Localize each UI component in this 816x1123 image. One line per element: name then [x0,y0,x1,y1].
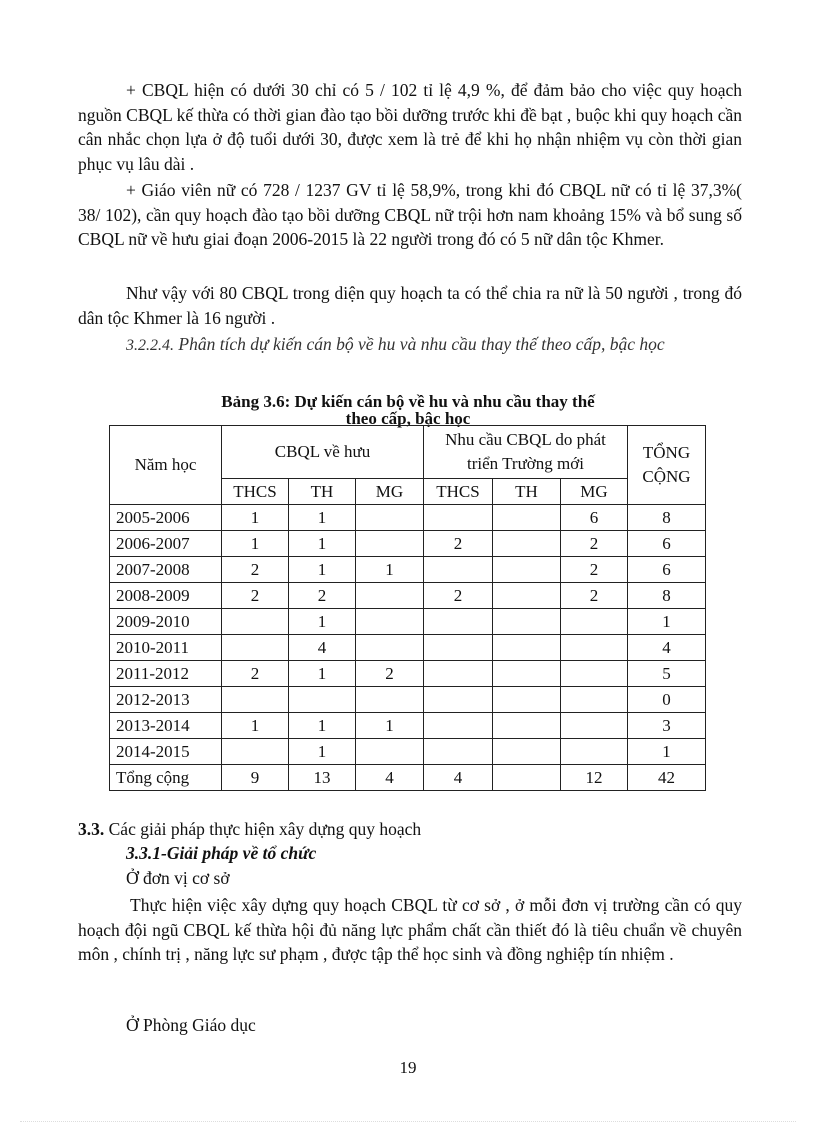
row-value-cell: 1 [222,531,289,557]
row-value-cell: 1 [289,609,356,635]
section-title: Các giải pháp thực hiện xây dựng quy hoạch [108,819,422,839]
row-value-cell [561,609,628,635]
row-value-cell: 2 [561,531,628,557]
row-value-cell: 1 [222,713,289,739]
row-value-cell [222,687,289,713]
row-value-cell [222,635,289,661]
subheader-thcs: THCS [222,479,289,505]
row-value-cell [424,609,493,635]
row-year-cell: Tổng cộng [110,765,222,791]
row-value-cell: 13 [289,765,356,791]
table-row [110,531,706,557]
row-value-cell [493,687,561,713]
row-value-cell: 6 [628,531,706,557]
subsection-number: 3.2.2.4. [126,337,174,354]
row-value-cell: 1 [289,557,356,583]
row-value-cell: 1 [628,739,706,765]
row-value-cell: 1 [289,505,356,531]
subsection-3-2-2-4 [78,332,742,359]
row-value-cell [424,661,493,687]
subheader-mg: MG [561,479,628,505]
table-row [110,609,706,635]
table-row [110,765,706,791]
row-value-cell [356,739,424,765]
paragraph-summary: Như vậy với 80 CBQL trong diện quy hoạch ta có thể chia ra nữ là 50 người , trong đó dân tộc Khmer là 16 người . [78,283,742,328]
row-year-cell: 2013-2014 [110,713,222,739]
row-value-cell [493,531,561,557]
row-year-cell: 2012-2013 [110,687,222,713]
row-value-cell: 2 [222,557,289,583]
table-row [110,557,706,583]
row-value-cell [424,687,493,713]
subsection-title: Phân tích dự kiến cán bộ về hu và nhu cầu thay thế theo cấp, bậc học [178,334,665,354]
paragraph-female-teachers: + Giáo viên nữ có 728 / 1237 GV tỉ lệ 58,9%, trong khi đó CBQL nữ có tỉ lệ 37,3%( 38/ 102), cần quy hoạch đào tạo bồi dưỡng CBQL nữ trội hơn nam khoảng 15% và bổ sung số CBQL nữ về hưu giai đoạn 2006-2015 là 22 người trong đó có 5 nữ dân tộc Khmer. [78,180,742,249]
table-row [110,635,706,661]
row-value-cell [424,635,493,661]
header-total: TỔNG CỘNG [628,426,706,505]
subsection-3-3-1: 3.3.1-Giải pháp về tổ chức [126,843,317,863]
row-value-cell [493,505,561,531]
subheader-thcs: THCS [424,479,493,505]
retirement-table [109,425,706,791]
row-value-cell [424,713,493,739]
row-value-cell: 5 [628,661,706,687]
row-value-cell [561,739,628,765]
row-value-cell [561,687,628,713]
table-row [110,713,706,739]
row-value-cell [561,635,628,661]
table-caption-line1: Bảng 3.6: Dự kiến cán bộ về hu và nhu cầu thay thế [221,392,595,411]
section-3-3-heading [78,817,421,841]
row-year-cell: 2009-2010 [110,609,222,635]
table-row [110,661,706,687]
row-value-cell [493,739,561,765]
table-caption-line2: theo cấp, bậc học [345,409,471,428]
row-year-cell: 2011-2012 [110,661,222,687]
row-year-cell: 2007-2008 [110,557,222,583]
table-row [110,687,706,713]
page-number: 19 [399,1058,417,1077]
row-value-cell: 8 [628,505,706,531]
row-value-cell [493,557,561,583]
row-value-cell: 2 [424,531,493,557]
row-value-cell [493,765,561,791]
row-value-cell: 1 [289,739,356,765]
row-value-cell: 2 [356,661,424,687]
row-value-cell: 1 [289,713,356,739]
row-value-cell: 1 [356,557,424,583]
row-value-cell: 2 [561,557,628,583]
row-value-cell: 4 [628,635,706,661]
row-year-cell: 2014-2015 [110,739,222,765]
row-value-cell: 9 [222,765,289,791]
row-value-cell: 1 [222,505,289,531]
row-value-cell: 1 [356,713,424,739]
header-year: Năm học [110,426,222,505]
row-value-cell: 0 [628,687,706,713]
row-value-cell [424,739,493,765]
row-value-cell [356,583,424,609]
row-value-cell: 8 [628,583,706,609]
row-value-cell [493,583,561,609]
row-value-cell [493,661,561,687]
row-value-cell: 4 [289,635,356,661]
row-value-cell [222,739,289,765]
row-value-cell: 2 [424,583,493,609]
row-value-cell: 1 [628,609,706,635]
row-value-cell [561,713,628,739]
table-body [110,505,706,791]
row-value-cell [356,687,424,713]
table-row [110,583,706,609]
unit-heading: Ở đơn vị cơ sở [126,868,230,888]
row-year-cell: 2008-2009 [110,583,222,609]
table-row [110,739,706,765]
row-value-cell: 4 [424,765,493,791]
row-value-cell [289,687,356,713]
row-value-cell: 1 [289,661,356,687]
row-value-cell [493,713,561,739]
row-value-cell [356,635,424,661]
row-year-cell: 2010-2011 [110,635,222,661]
row-value-cell: 2 [561,583,628,609]
row-year-cell: 2005-2006 [110,505,222,531]
section-number: 3.3. [78,819,105,839]
row-value-cell [356,609,424,635]
row-value-cell [493,635,561,661]
row-value-cell: 12 [561,765,628,791]
row-year-cell: 2006-2007 [110,531,222,557]
subheader-th: TH [289,479,356,505]
row-value-cell: 2 [222,661,289,687]
row-value-cell: 1 [289,531,356,557]
row-value-cell: 42 [628,765,706,791]
subheader-mg: MG [356,479,424,505]
office-heading: Ở Phòng Giáo dục [126,1015,256,1035]
header-need: Nhu cầu CBQL do phát triển Trường mới [424,426,628,479]
subheader-th: TH [493,479,561,505]
row-value-cell [424,557,493,583]
row-value-cell: 2 [289,583,356,609]
row-value-cell [356,505,424,531]
paragraph-build-plan: Thực hiện việc xây dựng quy hoạch CBQL từ cơ sở , ở mỗi đơn vị trường cần có quy hoạch đội ngũ CBQL kế thừa hội đủ năng lực phẩm chất cần thiết đó là tiêu chuẩn về chuyên môn , chính trị , năng lực sư phạm , được tập thể học sinh và đồng nghiệp tín nhiệm . [78,895,742,964]
paragraph-cbql-under-30: + CBQL hiện có dưới 30 chỉ có 5 / 102 tỉ lệ 4,9 %, để đảm bảo cho việc quy hoạch nguồn CBQL kế thừa có thời gian đào tạo bồi dưỡng trước khi đề bạt , buộc khi quy hoạch cần cân nhắc chọn lựa ở độ tuổi dưới 30, được xem là trẻ để khi họ nhận nhiệm vụ còn thời gian phục vụ lâu dài . [78,80,742,174]
row-value-cell [222,609,289,635]
row-value-cell [493,609,561,635]
row-value-cell [561,661,628,687]
footer-divider [20,1121,796,1122]
row-value-cell: 6 [628,557,706,583]
row-value-cell: 2 [222,583,289,609]
row-value-cell: 4 [356,765,424,791]
header-retire: CBQL về hưu [222,426,424,479]
table-row [110,505,706,531]
row-value-cell: 6 [561,505,628,531]
row-value-cell [356,531,424,557]
row-value-cell [424,505,493,531]
row-value-cell: 3 [628,713,706,739]
